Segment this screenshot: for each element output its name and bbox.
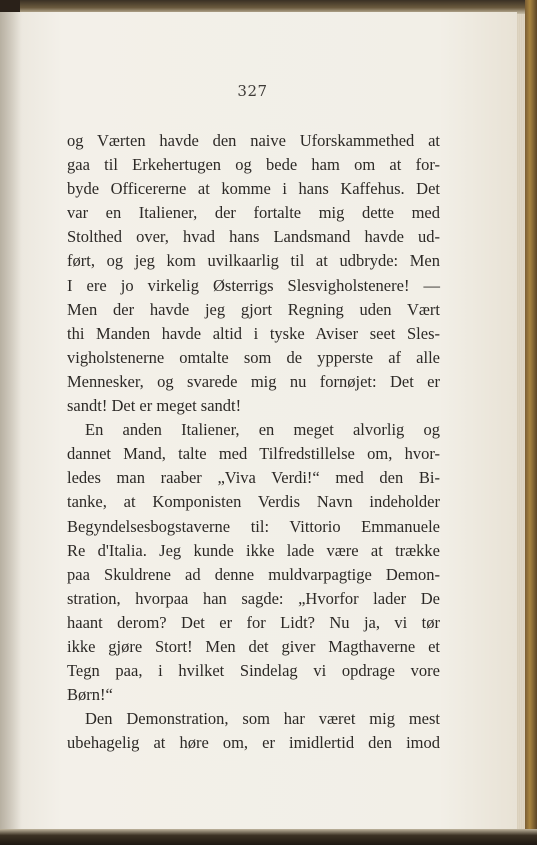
text-line	[67, 563, 440, 587]
line-text: I ere jo virkelig Østerrigs Slesvigholstenere! —	[67, 275, 440, 295]
text-line	[67, 659, 440, 683]
text-line	[67, 635, 440, 659]
text-line	[67, 707, 440, 731]
text-line	[67, 731, 440, 755]
text-line	[67, 515, 440, 539]
text-line	[67, 442, 440, 466]
text-line	[67, 177, 440, 201]
text-line	[67, 466, 440, 490]
text-line	[67, 274, 440, 298]
text-line	[67, 225, 440, 249]
line-text: ikke gjøre Stort! Men det giver Magthaverne et	[67, 636, 440, 656]
line-text: Tegn paa, i hvilket Sindelag vi opdrage vore	[67, 661, 440, 681]
line-text: Stolthed over, hvad hans Landsmand havde ud-	[67, 227, 440, 247]
line-text: En anden Italiener, en meget alvorlig og	[85, 420, 440, 440]
line-text: var en Italiener, der fortalte mig dette med	[67, 203, 440, 223]
text-line	[67, 490, 440, 514]
text-line	[67, 539, 440, 563]
line-text: Re d'Italia. Jeg kunde ikke lade være at trække	[67, 540, 440, 560]
page-number: 327	[237, 82, 268, 100]
line-text: Men der havde jeg gjort Regning uden Vært	[67, 299, 440, 319]
line-text: stration, hvorpaa han sagde: „Hvorfor lader De	[67, 588, 440, 608]
page-text	[67, 129, 440, 755]
text-line	[67, 611, 440, 635]
line-text: vigholstenerne omtalte som de ypperste af alle	[67, 347, 440, 367]
text-line	[67, 370, 440, 394]
line-text: dannet Mand, talte med Tilfredstillelse om, hvor-	[67, 444, 440, 464]
text-line	[67, 249, 440, 273]
line-text: tanke, at Komponisten Verdis Navn indeholder	[67, 492, 440, 512]
line-text: og Værten havde den naive Uforskammethed at	[67, 131, 440, 150]
line-text: byde Officererne at komme i hans Kaffehus. Det	[67, 179, 440, 199]
spine-shadow	[0, 12, 22, 830]
text-line	[67, 346, 440, 370]
line-text: Begyndelsesbogstaverne til: Vittorio Emmanuele	[67, 516, 440, 536]
line-text: sandt! Det er meget sandt!	[67, 396, 242, 416]
text-line	[67, 587, 440, 611]
line-text: haant derom? Det er for Lidt? Nu ja, vi tør	[67, 612, 440, 632]
line-text: Mennesker, og svarede mig nu fornøjet: Det er	[67, 371, 440, 391]
text-line	[67, 153, 440, 177]
text-line	[67, 322, 440, 346]
line-text: gaa til Erkehertugen og bede ham om at for-	[67, 155, 440, 175]
line-text: paa Skuldrene ad denne muldvarpagtige Demon-	[67, 564, 440, 584]
text-line	[67, 298, 440, 322]
line-text: ført, og jeg kom uvilkaarlig til at udbryde: Men	[67, 251, 440, 271]
text-line	[67, 683, 440, 707]
text-line	[67, 418, 440, 442]
line-text: ubehagelig at høre om, er imidlertid den imod	[67, 733, 440, 753]
line-text: ledes man raaber „Viva Verdi!“ med den Bi-	[67, 468, 440, 488]
page-stack-edge	[517, 14, 525, 830]
line-text: Børn!“	[67, 685, 113, 705]
line-text: Den Demonstration, som har været mig mest	[85, 709, 440, 729]
text-line	[67, 394, 440, 418]
book-page	[0, 12, 517, 830]
book-bottom-edge	[0, 829, 537, 845]
line-text: thi Manden havde altid i tyske Aviser seet Sles-	[67, 323, 440, 343]
book-cover-edge	[525, 0, 537, 845]
text-line	[67, 201, 440, 225]
text-line	[67, 129, 440, 153]
